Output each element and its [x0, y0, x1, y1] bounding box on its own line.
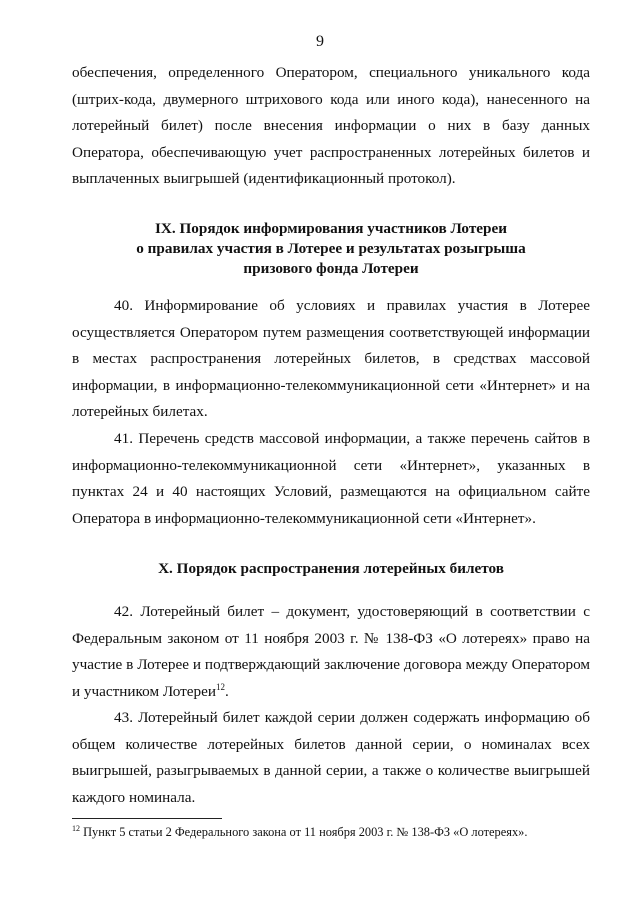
- paragraph-42: [72, 599, 590, 705]
- footnote-reference: 12: [216, 681, 226, 692]
- page-number: 9: [316, 33, 324, 50]
- paragraph-41: 41. Перечень средств массовой информации, а также перечень сайтов в информационно-телекоммуникационной сети «Интернет», указанных в пунктах 24 и 40 настоящих Условий, размещаются на официальном сайте Оператора в информационно-телекоммуникационной сети «Интернет».: [72, 430, 590, 527]
- paragraph-40: 40. Информирование об условиях и правилах участия в Лотерее осуществляется Оператором путем размещения соответствующей информации в местах распространения лотерейных билетов, в средствах массовой информации, в информационно-телекоммуникационной сети «Интернет» и на лотерейных билетах.: [72, 297, 590, 420]
- paragraph-42-text: 42. Лотерейный билет – документ, удостоверяющий в соответствии с Федеральным законом от 11 ноября 2003 г. № 138-ФЗ «О лотереях» право на участие в Лотерее и подтверждающий заключение договора между Оператором и участником Лотереи: [72, 603, 590, 700]
- paragraph-42-end: .: [225, 682, 229, 700]
- section-ix-heading-line-1: IX. Порядок информирования участников Лотереи: [155, 220, 507, 237]
- footnote: [72, 824, 612, 840]
- footnote-divider: [72, 818, 222, 819]
- continuation-paragraph: обеспечения, определенного Оператором, специального уникального кода (штрих-кода, двумерного штрихового кода или иного кода), нанесенного на лотерейный билет) после внесения информации о них в базу данных Оператора, обеспечивающую учет распространенных лотерейных билетов и выплаченных выигрышей (идентификационный протокол).: [72, 64, 590, 187]
- section-ix-heading-line-2: о правилах участия в Лотерее и результатах розыгрыша: [136, 240, 526, 257]
- section-x-heading: [72, 559, 590, 579]
- paragraph-43: 43. Лотерейный билет каждой серии должен содержать информацию об общем количестве лотерейных билетов данной серии, о номиналах всех выигрышей, разыгрываемых в данной серии, а также о количестве выигрышей каждого номинала.: [72, 709, 590, 806]
- section-ix-heading-line-3: призового фонда Лотереи: [243, 260, 419, 277]
- footnote-text: Пункт 5 статьи 2 Федерального закона от 11 ноября 2003 г. № 138-ФЗ «О лотереях».: [80, 825, 528, 839]
- section-x-heading-text: X. Порядок распространения лотерейных билетов: [158, 560, 504, 577]
- section-ix-heading: [72, 219, 590, 279]
- footnote-marker: 12: [72, 823, 80, 833]
